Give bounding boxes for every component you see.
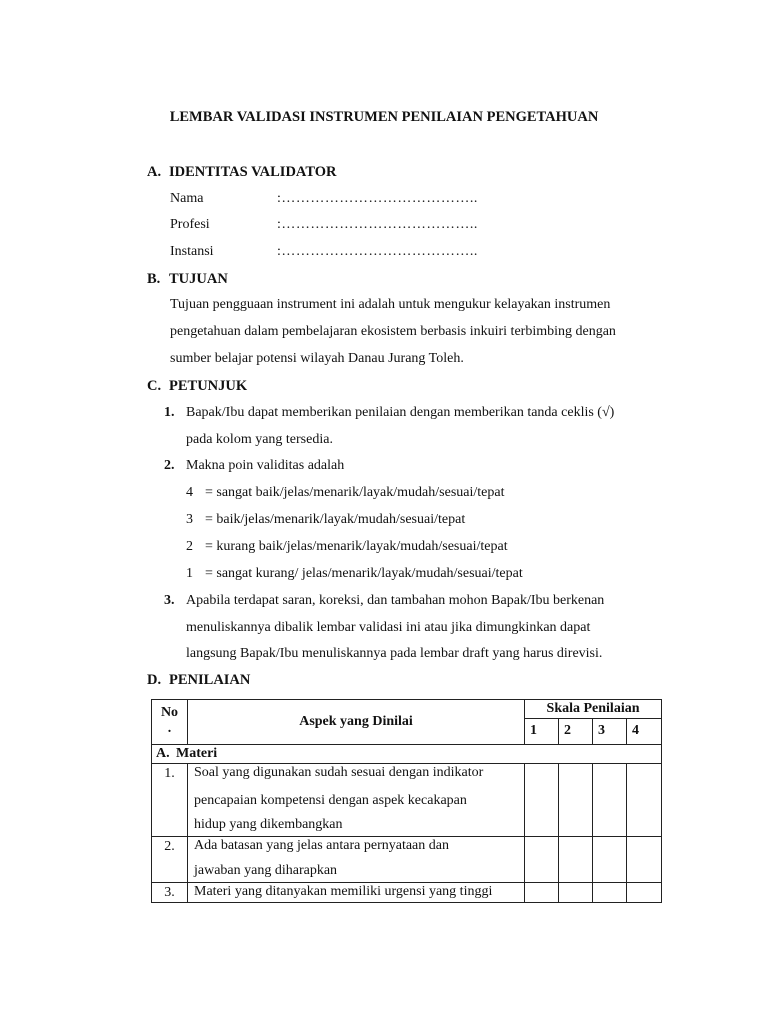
section-b-title: TUJUAN	[169, 271, 228, 287]
section-d-heading	[147, 672, 250, 689]
petunjuk-line: Makna poin validitas adalah	[186, 458, 345, 473]
petunjuk-number: 3.	[164, 593, 175, 608]
petunjuk-line: pada kolom yang tersedia.	[186, 432, 333, 447]
row-number: 2.	[152, 837, 188, 883]
tujuan-line: pengetahuan dalam pembelajaran ekosistem berbasis inkuiri terbimbing dengan	[170, 324, 616, 339]
section-b-heading	[147, 271, 228, 288]
section-c-title: PETUNJUK	[169, 378, 248, 394]
section-a-title: IDENTITAS VALIDATOR	[169, 164, 337, 180]
scale-digit: 3	[186, 512, 193, 527]
score-cell[interactable]	[627, 764, 662, 837]
scale-item	[186, 512, 465, 528]
scale-meaning: = sangat kurang/ jelas/menarik/layak/mudah/sesuai/tepat	[205, 566, 523, 581]
document-title: LEMBAR VALIDASI INSTRUMEN PENILAIAN PENGETAHUAN	[169, 109, 599, 125]
section-a-heading	[147, 164, 336, 181]
section-c-heading	[147, 378, 247, 395]
petunjuk-number: 2.	[164, 458, 175, 473]
header-no	[152, 700, 188, 745]
header-skala-penilaian: Skala Penilaian	[525, 700, 662, 719]
label-nama: Nama	[170, 191, 204, 206]
section-d-letter: D.	[147, 672, 162, 688]
tujuan-line: Tujuan pengguaan instrument ini adalah untuk mengukur kelayakan instrumen	[170, 297, 611, 312]
scale-item	[186, 485, 504, 501]
scale-digit: 2	[186, 539, 193, 554]
table-section-materi	[152, 745, 662, 764]
score-cell[interactable]	[593, 883, 627, 903]
table-row	[152, 764, 662, 837]
row-aspect	[188, 883, 525, 903]
score-cell[interactable]	[627, 837, 662, 883]
table-section-letter: A.	[156, 746, 170, 761]
header-no-label: No	[160, 705, 179, 720]
row-aspect-line: hidup yang dikembangkan	[194, 817, 343, 832]
table-row	[152, 883, 662, 903]
row-number: 1.	[152, 764, 188, 837]
label-instansi: Instansi	[170, 244, 214, 259]
label-profesi: Profesi	[170, 217, 210, 232]
row-number: 3.	[152, 883, 188, 903]
section-b-letter: B.	[147, 271, 161, 287]
field-profesi: :…………………………………..	[277, 217, 478, 232]
row-aspect	[188, 837, 525, 883]
assessment-table	[151, 699, 662, 903]
header-score-3: 3	[593, 719, 627, 745]
header-no-dot: .	[167, 721, 172, 736]
petunjuk-line: menuliskannya dibalik lembar validasi ini atau jika dimungkinkan dapat	[186, 620, 591, 635]
row-aspect	[188, 764, 525, 837]
score-cell[interactable]	[559, 883, 593, 903]
row-aspect-line: Materi yang ditanyakan memiliki urgensi yang tinggi	[194, 884, 493, 899]
section-a-letter: A.	[147, 164, 162, 180]
score-cell[interactable]	[525, 883, 559, 903]
score-cell[interactable]	[593, 837, 627, 883]
header-score-1: 1	[525, 719, 559, 745]
row-aspect-line: Soal yang digunakan sudah sesuai dengan indikator	[194, 765, 484, 780]
score-cell[interactable]	[593, 764, 627, 837]
row-aspect-line: Ada batasan yang jelas antara pernyataan dan	[194, 838, 449, 853]
section-d-title: PENILAIAN	[169, 672, 251, 688]
field-instansi: :…………………………………..	[277, 244, 478, 259]
petunjuk-line: Bapak/Ibu dapat memberikan penilaian dengan memberikan tanda ceklis (√)	[186, 405, 615, 420]
scale-digit: 4	[186, 485, 193, 500]
petunjuk-number: 1.	[164, 405, 175, 420]
scale-meaning: = kurang baik/jelas/menarik/layak/mudah/sesuai/tepat	[205, 539, 508, 554]
petunjuk-line: Apabila terdapat saran, koreksi, dan tambahan mohon Bapak/Ibu berkenan	[186, 593, 605, 608]
header-aspek: Aspek yang Dinilai	[188, 700, 525, 745]
score-cell[interactable]	[525, 764, 559, 837]
table-section-name: Materi	[176, 746, 218, 761]
scale-item	[186, 539, 508, 555]
tujuan-line: sumber belajar potensi wilayah Danau Jurang Toleh.	[170, 351, 464, 366]
section-c-letter: C.	[147, 378, 162, 394]
score-cell[interactable]	[559, 837, 593, 883]
petunjuk-line: langsung Bapak/Ibu menuliskannya pada lembar draft yang harus direvisi.	[186, 646, 603, 661]
scale-digit: 1	[186, 566, 193, 581]
score-cell[interactable]	[559, 764, 593, 837]
header-score-2: 2	[559, 719, 593, 745]
scale-item	[186, 566, 523, 582]
score-cell[interactable]	[627, 883, 662, 903]
scale-meaning: = sangat baik/jelas/menarik/layak/mudah/sesuai/tepat	[205, 485, 505, 500]
scale-meaning: = baik/jelas/menarik/layak/mudah/sesuai/tepat	[205, 512, 466, 527]
row-aspect-line: pencapaian kompetensi dengan aspek kecakapan	[194, 793, 467, 808]
table-row	[152, 837, 662, 883]
header-score-4: 4	[627, 719, 662, 745]
row-aspect-line: jawaban yang diharapkan	[194, 863, 338, 878]
score-cell[interactable]	[525, 837, 559, 883]
field-nama: :…………………………………..	[277, 191, 478, 206]
